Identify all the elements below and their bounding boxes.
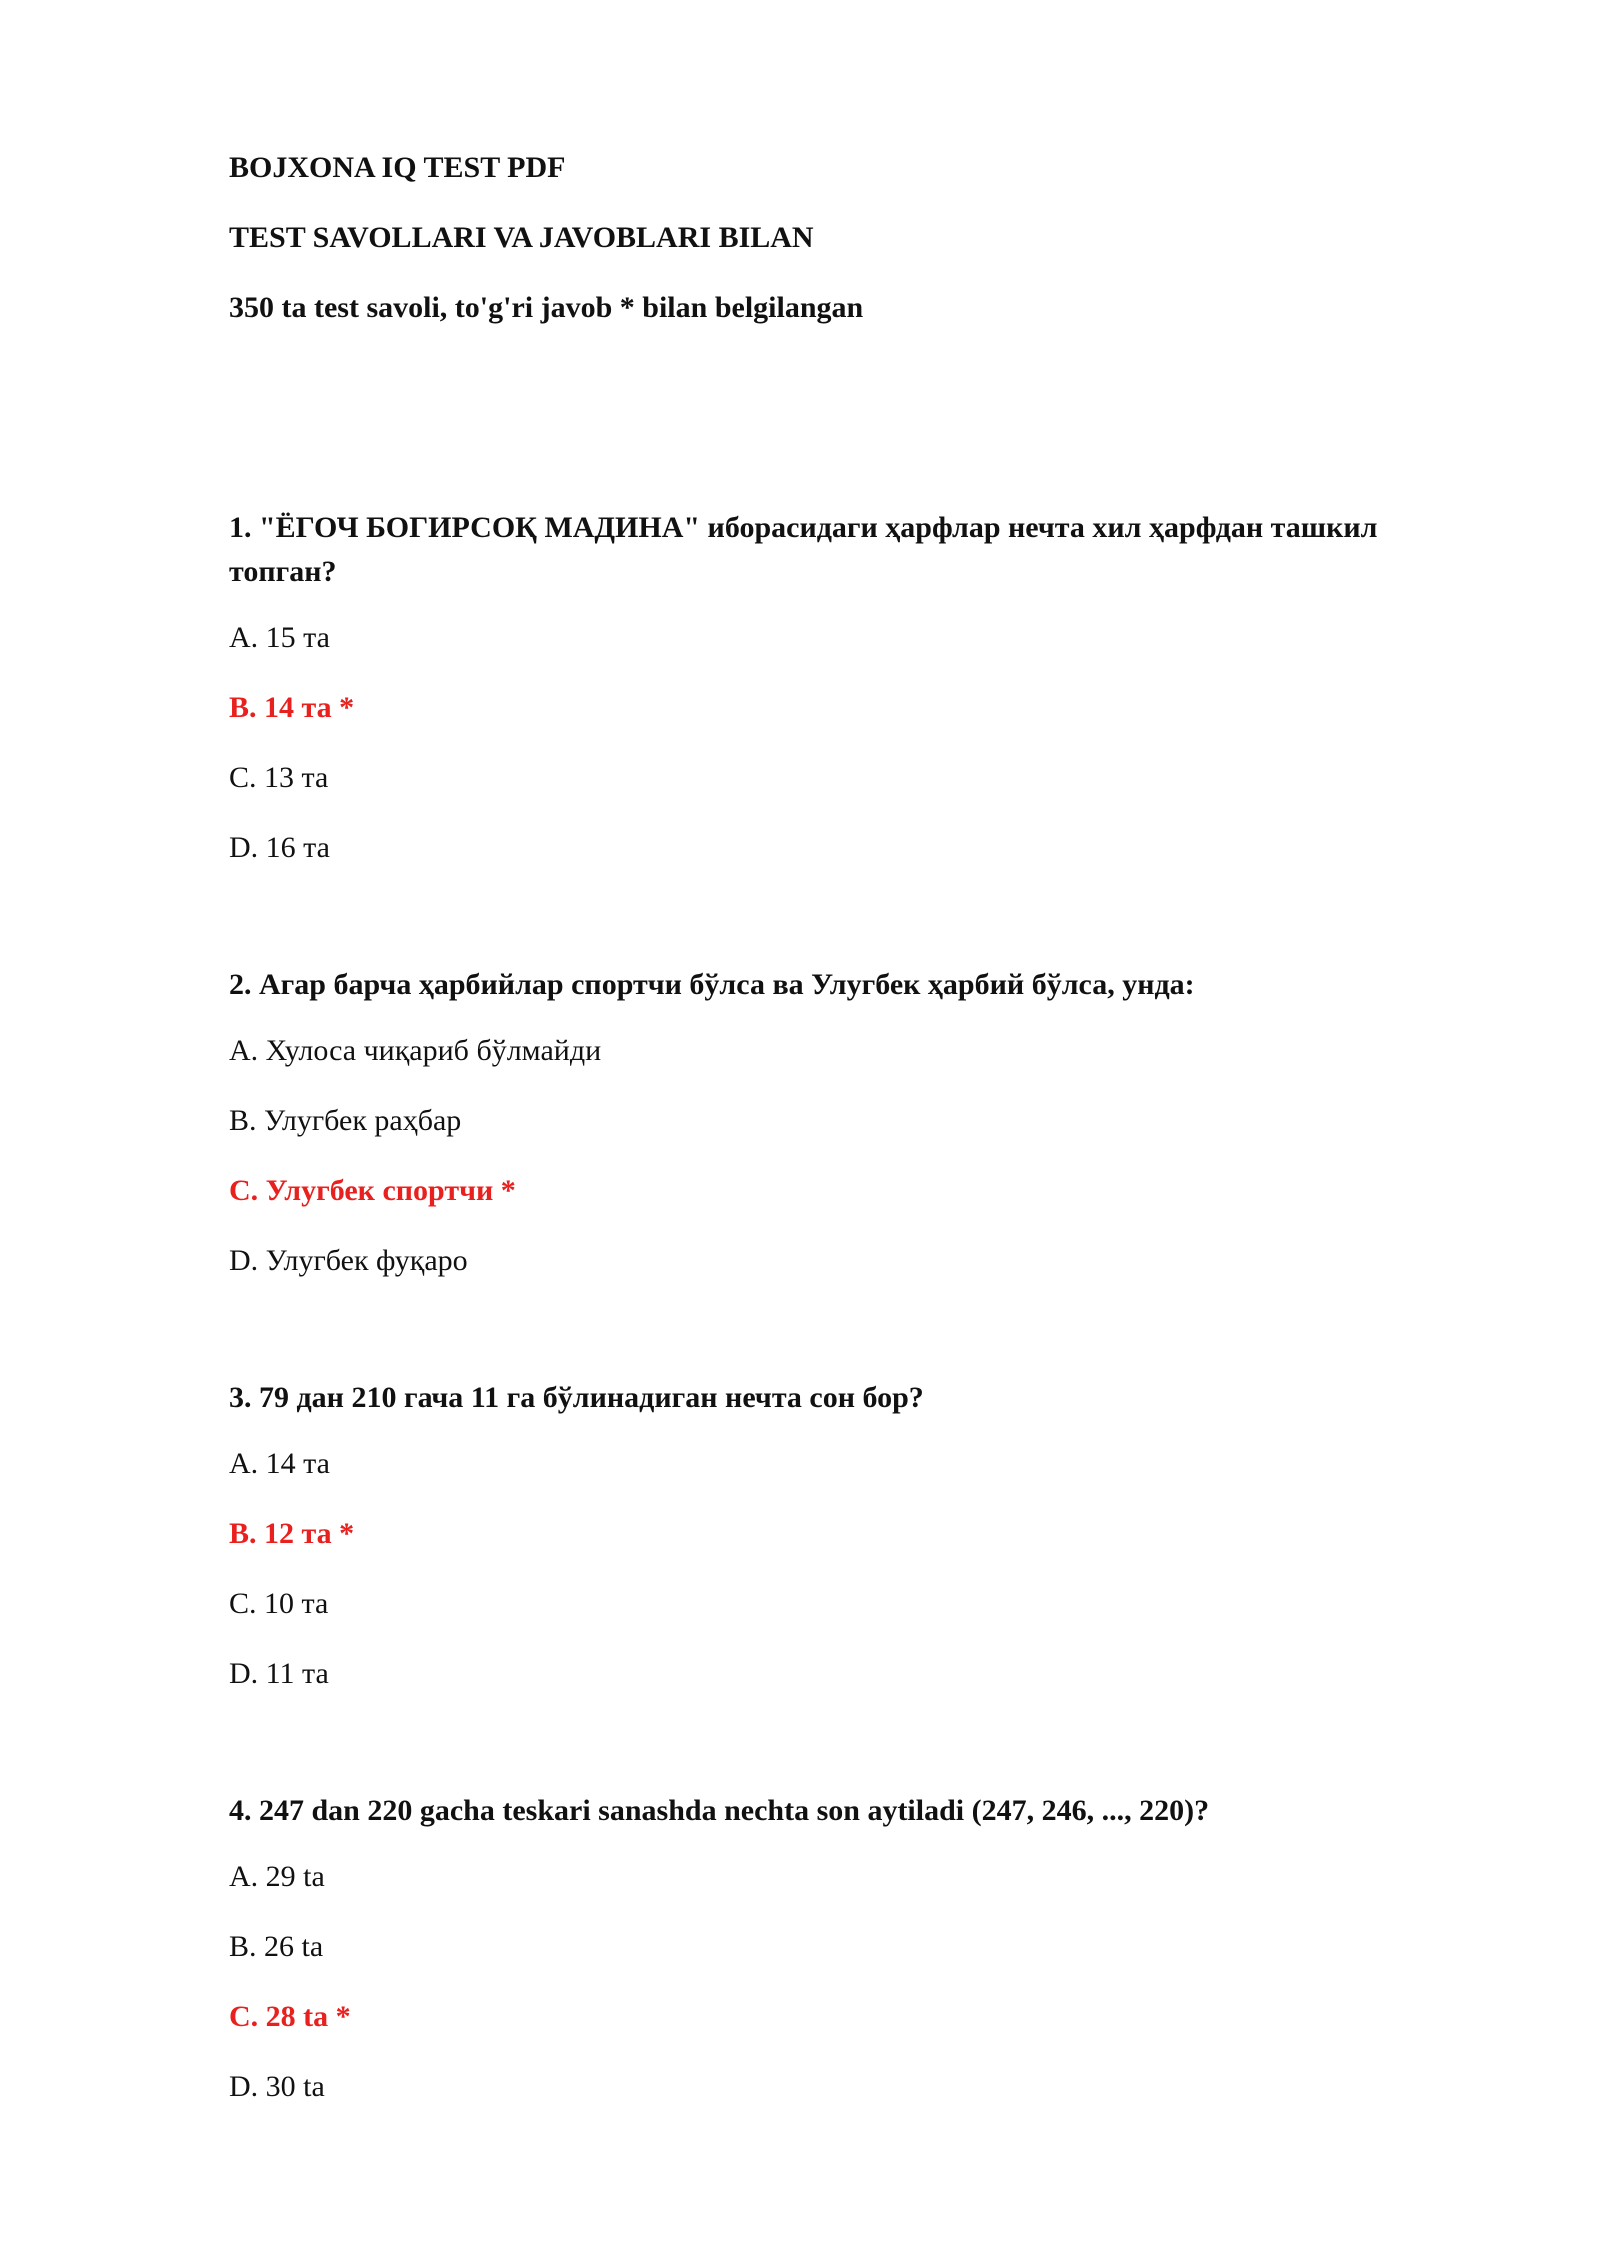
question-2 — [229, 963, 1479, 1281]
option-c: C. 10 та — [229, 1587, 329, 1620]
spacer — [229, 1724, 1479, 1789]
option-d: D. 11 та — [229, 1657, 329, 1690]
option-a: A. 15 та — [229, 621, 330, 654]
spacer — [229, 358, 1479, 506]
document-subtitle: TEST SAVOLLARI VA JAVOBLARI BILAN — [229, 221, 814, 254]
option-c: C. 13 та — [229, 761, 329, 794]
option-d: D. 16 та — [229, 831, 330, 864]
question-text: 1. "ЁГОЧ БОГИРСОҚ МАДИНА" иборасидаги ҳарфлар нечта хил ҳарфдан ташкил топган? — [229, 511, 1378, 588]
document-title: BOJXONA IQ TEST PDF — [229, 151, 566, 184]
option-b-correct: B. 14 та * — [229, 691, 355, 724]
option-d: D. 30 ta — [229, 2070, 325, 2103]
option-a: A. 14 та — [229, 1447, 330, 1480]
spacer — [229, 898, 1479, 963]
option-b: B. Улугбек раҳбар — [229, 1104, 462, 1137]
option-a: A. Хулоса чиқариб бўлмайди — [229, 1034, 602, 1067]
question-3 — [229, 1376, 1479, 1694]
question-text: 2. Агар барча ҳарбийлар спортчи бўлса ва Улугбек ҳарбий бўлса, унда: — [229, 968, 1195, 1001]
question-4 — [229, 1789, 1479, 2107]
question-1 — [229, 506, 1479, 868]
option-b: B. 26 ta — [229, 1930, 324, 1963]
question-text: 4. 247 dan 220 gacha teskari sanashda nechta son aytiladi (247, 246, ..., 220)? — [229, 1794, 1210, 1827]
document-note: 350 ta test savoli, to'g'ri javob * bilan belgilangan — [229, 291, 864, 324]
option-d: D. Улугбек фуқаро — [229, 1244, 468, 1277]
option-a: A. 29 ta — [229, 1860, 325, 1893]
spacer — [229, 1311, 1479, 1376]
option-c-correct: C. 28 ta * — [229, 2000, 351, 2033]
question-text: 3. 79 дан 210 гача 11 га бўлинадиган нечта сон бор? — [229, 1381, 924, 1414]
page-content — [229, 148, 1479, 2137]
option-c-correct: C. Улугбек спортчи * — [229, 1174, 516, 1207]
option-b-correct: B. 12 та * — [229, 1517, 355, 1550]
